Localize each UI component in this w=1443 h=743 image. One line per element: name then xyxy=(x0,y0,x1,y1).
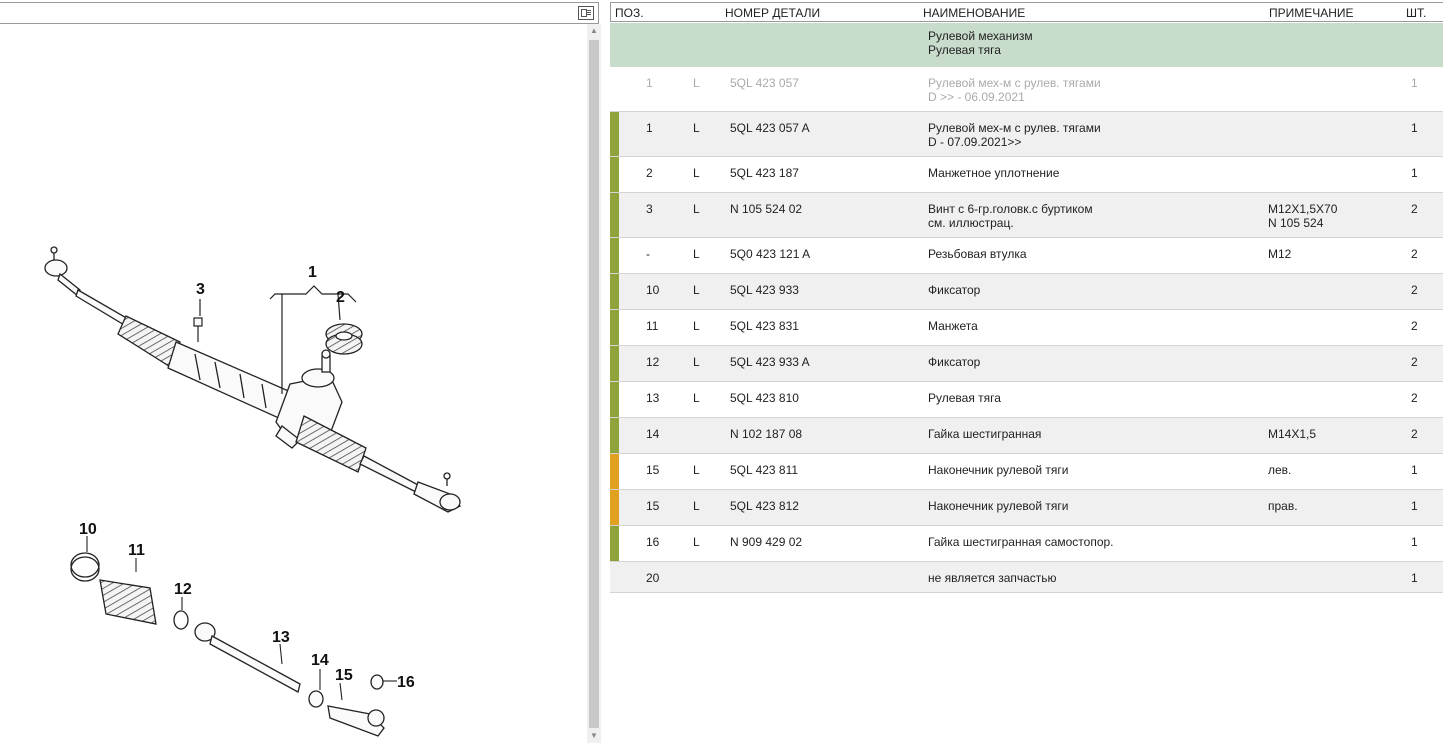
row-part-number[interactable]: 5QL 423 933 A xyxy=(730,355,810,369)
row-l: L xyxy=(693,391,700,405)
table-row[interactable] xyxy=(610,562,1443,593)
callout-1[interactable]: 1 xyxy=(308,264,317,281)
steering-rack-drawing xyxy=(45,247,460,512)
row-part-number[interactable]: N 105 524 02 xyxy=(730,202,803,216)
row-part-number[interactable]: 5QL 423 057 A xyxy=(730,121,810,135)
row-pos: 12 xyxy=(646,355,660,369)
callout-13[interactable]: 13 xyxy=(272,629,290,646)
illustration-pane xyxy=(0,0,602,743)
row-l: L xyxy=(693,319,700,333)
row-name: Наконечник рулевой тяги xyxy=(928,499,1069,513)
row-pos: 10 xyxy=(646,283,660,297)
exploded-parts-drawing xyxy=(71,553,384,736)
row-note: M12 xyxy=(1268,247,1292,261)
scroll-thumb[interactable] xyxy=(589,40,599,728)
table-row[interactable] xyxy=(610,490,1443,526)
group-header-row xyxy=(610,23,1443,67)
row-pos: 13 xyxy=(646,391,660,405)
row-name: Наконечник рулевой тяги xyxy=(928,463,1069,477)
table-row[interactable] xyxy=(610,112,1443,157)
row-name: Гайка шестигранная xyxy=(928,427,1042,441)
row-l: L xyxy=(693,247,700,261)
table-row[interactable] xyxy=(610,310,1443,346)
seal-drawing xyxy=(326,324,362,354)
row-pos: 16 xyxy=(646,535,660,549)
row-l: L xyxy=(693,121,700,135)
header-pos[interactable]: ПОЗ. xyxy=(615,6,644,20)
table-row[interactable] xyxy=(610,193,1443,238)
illustration-toolbar xyxy=(0,2,599,24)
exploded-diagram xyxy=(0,24,586,743)
callout-3[interactable]: 3 xyxy=(196,281,205,298)
row-l: L xyxy=(693,463,700,477)
header-name[interactable]: НАИМЕНОВАНИЕ xyxy=(923,6,1026,20)
table-row[interactable] xyxy=(610,346,1443,382)
availability-marker xyxy=(610,526,619,561)
row-qty: 1 xyxy=(1411,571,1418,585)
row-qty: 2 xyxy=(1411,283,1418,297)
row-pos: 14 xyxy=(646,427,660,441)
screw-drawing xyxy=(194,318,202,342)
availability-marker xyxy=(610,157,619,192)
table-row[interactable] xyxy=(610,238,1443,274)
row-qty: 2 xyxy=(1411,391,1418,405)
table-row[interactable] xyxy=(610,418,1443,454)
layout-toggle-icon[interactable] xyxy=(578,6,594,20)
table-row[interactable] xyxy=(610,526,1443,562)
availability-marker xyxy=(610,382,619,417)
row-name: Рулевой мех-м с рулев. тягами D - 07.09.2021>> xyxy=(928,121,1101,149)
row-part-number[interactable]: 5QL 423 812 xyxy=(730,499,799,513)
table-row[interactable] xyxy=(610,67,1443,112)
row-qty: 1 xyxy=(1411,535,1418,549)
row-name: Рулевая тяга xyxy=(928,391,1001,405)
row-l: L xyxy=(693,166,700,180)
row-qty: 2 xyxy=(1411,319,1418,333)
row-part-number[interactable]: 5QL 423 810 xyxy=(730,391,799,405)
row-name: не является запчастью xyxy=(928,571,1057,585)
row-note: M12X1,5X70 N 105 524 xyxy=(1268,202,1338,230)
row-l: L xyxy=(693,76,700,90)
callout-12[interactable]: 12 xyxy=(174,581,192,598)
row-l: L xyxy=(693,283,700,297)
row-part-number[interactable]: 5QL 423 811 xyxy=(730,463,799,477)
group-title: Рулевой механизм Рулевая тяга xyxy=(928,29,1033,57)
row-qty: 2 xyxy=(1411,247,1418,261)
row-l: L xyxy=(693,202,700,216)
row-pos: 2 xyxy=(646,166,653,180)
row-pos: - xyxy=(646,247,650,261)
callout-16[interactable]: 16 xyxy=(397,674,415,691)
row-qty: 2 xyxy=(1411,355,1418,369)
parts-table xyxy=(610,0,1443,743)
table-row[interactable] xyxy=(610,274,1443,310)
row-pos: 3 xyxy=(646,202,653,216)
availability-marker xyxy=(610,454,619,489)
row-name: Резьбовая втулка xyxy=(928,247,1027,261)
callout-11[interactable]: 11 xyxy=(128,542,145,559)
availability-marker xyxy=(610,490,619,525)
row-pos: 1 xyxy=(646,121,653,135)
row-part-number[interactable]: 5QL 423 831 xyxy=(730,319,799,333)
row-pos: 15 xyxy=(646,463,660,477)
row-qty: 2 xyxy=(1411,427,1418,441)
row-note: прав. xyxy=(1268,499,1298,513)
row-qty: 2 xyxy=(1411,202,1418,216)
availability-marker xyxy=(610,193,619,237)
table-row[interactable] xyxy=(610,157,1443,193)
row-note: M14X1,5 xyxy=(1268,427,1317,441)
row-qty: 1 xyxy=(1411,499,1418,513)
callout-10[interactable]: 10 xyxy=(79,521,97,538)
row-note: лев. xyxy=(1268,463,1292,477)
row-part-number[interactable]: 5QL 423 057 xyxy=(730,76,799,90)
row-pos: 1 xyxy=(646,76,653,90)
availability-marker xyxy=(610,274,619,309)
callout-15[interactable]: 15 xyxy=(335,667,353,684)
availability-marker xyxy=(610,112,619,156)
callout-14[interactable]: 14 xyxy=(311,652,329,669)
row-part-number[interactable]: 5QL 423 187 xyxy=(730,166,799,180)
row-qty: 1 xyxy=(1411,76,1418,90)
availability-marker xyxy=(610,238,619,273)
row-part-number[interactable]: 5QL 423 933 xyxy=(730,283,799,297)
row-pos: 20 xyxy=(646,571,660,585)
availability-marker xyxy=(610,310,619,345)
header-qty[interactable]: ШТ. xyxy=(1406,6,1427,20)
row-name: Фиксатор xyxy=(928,355,981,369)
table-row[interactable] xyxy=(610,382,1443,418)
row-pos: 11 xyxy=(646,319,659,333)
row-part-number[interactable]: N 909 429 02 xyxy=(730,535,803,549)
row-name: Манжетное уплотнение xyxy=(928,166,1060,180)
header-part-number[interactable]: НОМЕР ДЕТАЛИ xyxy=(725,6,821,20)
row-name: Винт с 6-гр.головк.с буртиком см. иллюстрац. xyxy=(928,202,1093,230)
row-pos: 15 xyxy=(646,499,660,513)
scroll-down-icon[interactable]: ▼ xyxy=(590,731,598,740)
callout-2[interactable]: 2 xyxy=(336,289,345,306)
row-l: L xyxy=(693,499,700,513)
pane-divider[interactable] xyxy=(602,0,610,743)
vertical-scrollbar[interactable] xyxy=(587,24,601,743)
row-name: Рулевой мех-м с рулев. тягами D >> - 06.09.2021 xyxy=(928,76,1101,104)
row-name: Манжета xyxy=(928,319,978,333)
row-qty: 1 xyxy=(1411,166,1418,180)
row-part-number[interactable]: 5Q0 423 121 A xyxy=(730,247,811,261)
table-header xyxy=(610,2,1443,22)
availability-marker xyxy=(610,346,619,381)
row-name: Фиксатор xyxy=(928,283,981,297)
scroll-up-icon[interactable]: ▲ xyxy=(590,26,598,35)
row-part-number[interactable]: N 102 187 08 xyxy=(730,427,803,441)
header-note[interactable]: ПРИМЕЧАНИЕ xyxy=(1269,6,1354,20)
availability-marker xyxy=(610,418,619,453)
row-l: L xyxy=(693,535,700,549)
row-qty: 1 xyxy=(1411,121,1418,135)
table-row[interactable] xyxy=(610,454,1443,490)
row-qty: 1 xyxy=(1411,463,1418,477)
row-l: L xyxy=(693,355,700,369)
row-name: Гайка шестигранная самостопор. xyxy=(928,535,1114,549)
